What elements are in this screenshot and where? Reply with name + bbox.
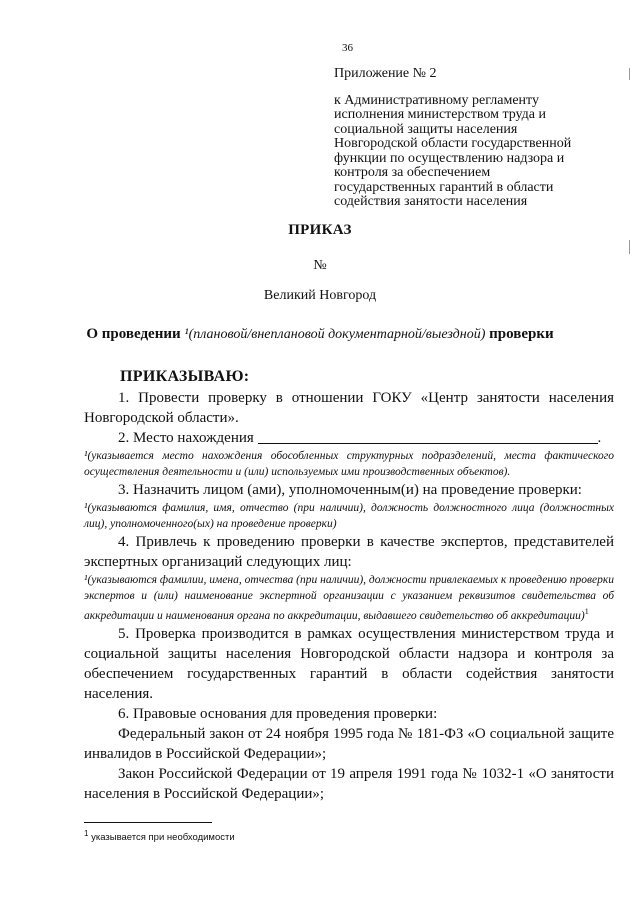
appendix-line: Новгородской области государственной <box>334 136 572 151</box>
order-number-label: № <box>313 258 327 273</box>
footnote-mark: 1 <box>84 829 89 838</box>
item-2-label: 2. Место нахождения <box>118 430 254 446</box>
item-6: 6. Правовые основания для проведения проверки: <box>118 705 438 722</box>
appendix-line: контроля за обеспечением <box>334 165 491 180</box>
law-2: Закон Российской Федерации от 19 апреля 1991 года № 1032-1 «О занятости населения в Российской Федерации»; <box>84 765 614 802</box>
blank-field <box>258 429 598 444</box>
subject-prefix: О проведении <box>86 326 185 342</box>
note-4-text: ¹(указываются фамилии, имена, отчества (при наличии), должности привлекаемых к проведению проверки экспертов и (или) наименование экспертной организации с указанием реквизитов свидетельства об аккредитации и наименования органа по аккредитации, выдавшего свидетельство об аккредитации) <box>84 574 614 622</box>
footnote-ref: 1 <box>584 607 589 616</box>
city-name: Великий Новгород <box>263 288 377 303</box>
law-1: Федеральный закон от 24 ноября 1995 года № 181-ФЗ «О социальной защите инвалидов в Российской Федерации»; <box>84 725 614 762</box>
item-2-end: . <box>597 430 602 446</box>
item-5: 5. Проверка производится в рамках осуществления министерством труда и социальной защиты населения Новгородской области надзора и контроля за обеспечением государственных гарантий в области содействия занятости населения. <box>84 625 614 702</box>
appendix-line: исполнения министерством труда и <box>334 107 547 122</box>
note-3: ¹(указываются фамилия, имя, отчество (при наличии), должность должностного лица (должностных лиц), уполномоченного(ых) на проведение проверки) <box>84 502 614 530</box>
footnote <box>84 829 235 843</box>
appendix-line: функции по осуществлению надзора и <box>334 150 565 166</box>
appendix-line: к Административному регламенту <box>334 92 539 108</box>
item-4: 4. Привлечь к проведению проверки в качестве экспертов, представителей экспертных организаций следующих лиц: <box>84 534 614 570</box>
note-2: ¹(указывается место нахождения обособленных структурных подразделений, места фактического осуществления деятельности и (или) используемых ими производственных объектов). <box>84 450 614 478</box>
note-4 <box>84 572 614 624</box>
subject-suffix: проверки <box>485 326 554 342</box>
appendix-block <box>334 67 594 210</box>
appendix-line: социальной защиты населения <box>334 121 518 137</box>
item-3: 3. Назначить лицом (ами), уполномоченным(и) на проведение проверки: <box>118 482 582 498</box>
footnote-divider <box>84 822 212 823</box>
scan-mark <box>629 68 630 80</box>
appendix-line: содействия занятости населения <box>334 194 528 209</box>
appendix-line: государственных гарантий в области <box>334 179 554 195</box>
scan-mark <box>629 240 630 254</box>
appendix-heading: Приложение № 2 <box>334 66 437 81</box>
item-2 <box>84 428 614 448</box>
document-body <box>84 388 614 804</box>
item-1: 1. Провести проверку в отношении ГОКУ «Центр занятости населения Новгородской области». <box>84 390 614 426</box>
order-subject <box>0 326 640 343</box>
page-number: 36 <box>342 42 353 54</box>
document-title: ПРИКАЗ <box>288 222 352 238</box>
footnote-text: указывается при необходимости <box>88 832 235 844</box>
subject-italic: ¹(плановой/внеплановой документарной/выездной) <box>184 327 486 342</box>
order-word: ПРИКАЗЫВАЮ: <box>120 368 250 385</box>
